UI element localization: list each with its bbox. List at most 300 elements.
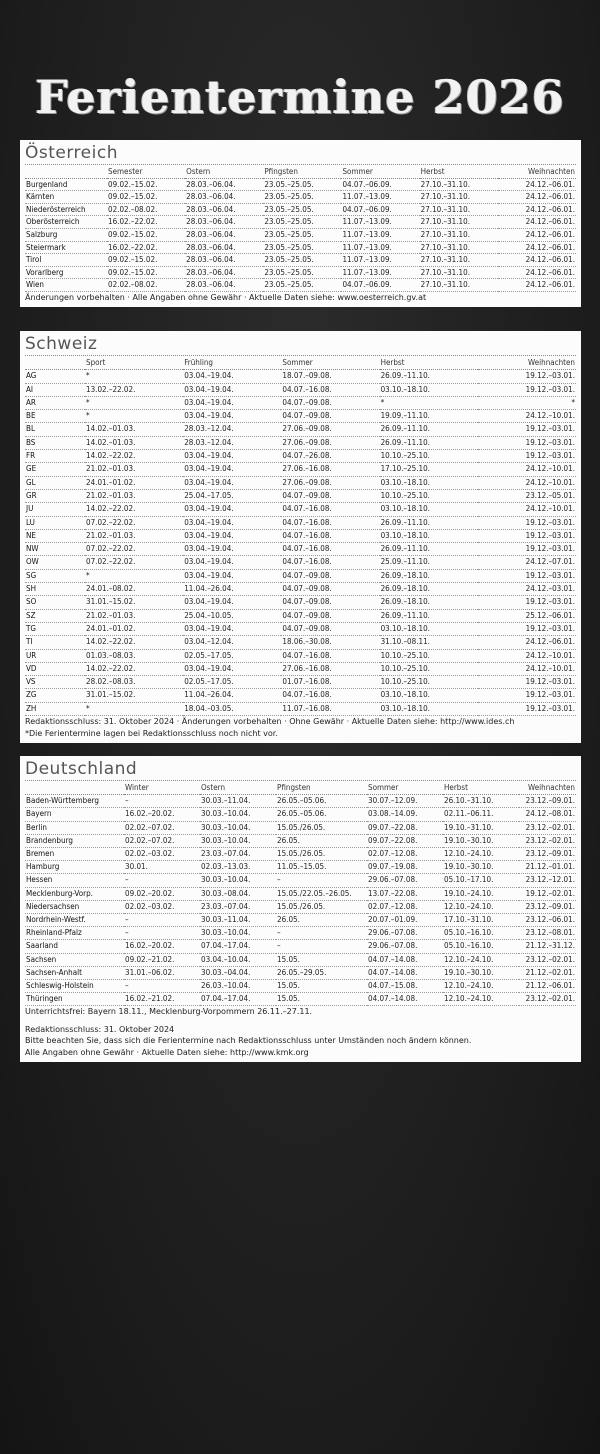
footnote: Bitte beachten Sie, dass sich die Ferientermine nach Redaktionsschluss unter Umständen noch ändern können.: [25, 1036, 472, 1046]
date-cell: 09.02.–15.02.: [107, 266, 185, 279]
date-cell: 30.03.–10.04.: [200, 874, 276, 887]
table-row: [25, 953, 576, 966]
date-cell: 29.06.–07.08.: [367, 940, 443, 953]
region-cell: SG: [25, 569, 85, 582]
date-cell: 26.09.–11.10.: [380, 370, 478, 383]
date-cell: 19.12.–03.01.: [478, 516, 576, 529]
table-row: [25, 980, 576, 993]
date-cell: 25.04.–17.05.: [183, 489, 281, 502]
date-cell: 23.05.–25.05.: [263, 241, 341, 254]
table-row: [25, 529, 576, 542]
date-cell: 19.10.–30.10.: [443, 834, 519, 847]
date-cell: –: [124, 874, 200, 887]
table-row: [25, 622, 576, 635]
date-cell: 13.02.–22.02.: [85, 383, 183, 396]
date-cell: 23.05.–25.05.: [263, 228, 341, 241]
date-cell: 10.10.–25.10.: [380, 450, 478, 463]
at-column-header: [25, 166, 107, 178]
date-cell: 03.04.–19.04.: [183, 556, 281, 569]
date-cell: 21.12.–02.01.: [519, 966, 576, 979]
at-column-header: Sommer: [341, 166, 419, 178]
germany-table: [25, 782, 576, 1006]
date-cell: 24.12.–10.01.: [478, 463, 576, 476]
date-cell: –: [124, 795, 200, 808]
date-cell: 10.10.–25.10.: [380, 662, 478, 675]
date-cell: 15.05./26.05.: [276, 900, 367, 913]
date-cell: 09.02.–20.02.: [124, 887, 200, 900]
date-cell: 09.02.–15.02.: [107, 254, 185, 267]
switzerland-table: [25, 357, 576, 716]
date-cell: 15.05./26.05.: [276, 848, 367, 861]
date-cell: 26.09.–11.10.: [380, 436, 478, 449]
date-cell: 15.05.: [276, 993, 367, 1006]
date-cell: 25.09.–11.10.: [380, 556, 478, 569]
date-cell: 30.03.–04.04.: [200, 966, 276, 979]
date-cell: 01.03.–08.03.: [85, 649, 183, 662]
date-cell: 23.05.–25.05.: [263, 216, 341, 229]
ch-column-header: Frühling: [183, 357, 281, 370]
region-cell: TG: [25, 622, 85, 635]
date-cell: 04.07.–06.09.: [341, 279, 419, 292]
table-row: [25, 636, 576, 649]
region-cell: Tirol: [25, 254, 107, 267]
date-cell: 30.03.–11.04.: [200, 914, 276, 927]
date-cell: 24.12.–03.01.: [478, 583, 576, 596]
date-cell: 24.12.–10.01.: [478, 649, 576, 662]
table-row: [25, 583, 576, 596]
table-row: [25, 543, 576, 556]
table-row: [25, 266, 576, 279]
date-cell: 01.07.–16.08.: [281, 676, 379, 689]
date-cell: 14.02.–22.02.: [85, 636, 183, 649]
date-cell: 09.07.–22.08.: [367, 834, 443, 847]
region-cell: Baden-Württemberg: [25, 795, 124, 808]
date-cell: 19.12.–02.01.: [519, 887, 576, 900]
table-row: [25, 993, 576, 1006]
date-cell: 30.03.–08.04.: [200, 887, 276, 900]
date-cell: 04.07.–09.08.: [281, 410, 379, 423]
at-column-header: Pfingsten: [263, 166, 341, 178]
date-cell: 30.03.–10.04.: [200, 821, 276, 834]
region-cell: OW: [25, 556, 85, 569]
de-column-header: Winter: [124, 782, 200, 795]
date-cell: 28.02.–08.03.: [85, 676, 183, 689]
date-cell: 24.01.–08.02.: [85, 583, 183, 596]
date-cell: 19.12.–03.01.: [478, 543, 576, 556]
date-cell: 09.02.–15.02.: [107, 178, 185, 191]
date-cell: 27.06.–09.08.: [281, 436, 379, 449]
table-row: [25, 702, 576, 715]
date-cell: 23.12.–09.01.: [519, 900, 576, 913]
date-cell: 04.07.–14.08.: [367, 953, 443, 966]
table-row: [25, 966, 576, 979]
date-cell: 09.02.–21.02.: [124, 953, 200, 966]
date-cell: 03.10.–18.10.: [380, 529, 478, 542]
region-cell: GE: [25, 463, 85, 476]
ch-column-header: Sport: [85, 357, 183, 370]
date-cell: 04.07.–16.08.: [281, 649, 379, 662]
date-cell: 26.09.–11.10.: [380, 423, 478, 436]
date-cell: 11.07.–13.09.: [341, 254, 419, 267]
date-cell: 12.10.–24.10.: [443, 980, 519, 993]
date-cell: 30.03.–10.04.: [200, 808, 276, 821]
date-cell: 19.10.–30.10.: [443, 966, 519, 979]
region-cell: BS: [25, 436, 85, 449]
date-cell: 23.12.–06.01.: [519, 914, 576, 927]
date-cell: 14.02.–01.03.: [85, 423, 183, 436]
date-cell: 07.02.–22.02.: [85, 556, 183, 569]
date-cell: 23.12.–05.01.: [478, 489, 576, 502]
region-cell: GL: [25, 476, 85, 489]
date-cell: 30.07.–12.09.: [367, 795, 443, 808]
date-cell: 14.02.–22.02.: [85, 662, 183, 675]
date-cell: 04.07.–09.08.: [281, 596, 379, 609]
date-cell: 29.06.–07.08.: [367, 874, 443, 887]
region-cell: JU: [25, 503, 85, 516]
date-cell: 19.12.–03.01.: [478, 450, 576, 463]
date-cell: 18.07.–09.08.: [281, 370, 379, 383]
date-cell: 27.10.–31.10.: [420, 216, 498, 229]
table-row: [25, 649, 576, 662]
date-cell: 21.02.–01.03.: [85, 609, 183, 622]
date-cell: *: [85, 370, 183, 383]
date-cell: 03.04.–19.04.: [183, 383, 281, 396]
date-cell: 16.02.–22.02.: [107, 241, 185, 254]
table-row: [25, 216, 576, 229]
date-cell: 04.07.–16.08.: [281, 529, 379, 542]
date-cell: 15.05.: [276, 953, 367, 966]
region-cell: AR: [25, 396, 85, 409]
ch-column-header: Weihnachten: [478, 357, 576, 370]
footnote: Unterrichtsfrei: Bayern 18.11., Mecklenburg-Vorpommern 26.11.–27.11.: [25, 1007, 313, 1017]
date-cell: 21.12.–06.01.: [519, 980, 576, 993]
region-cell: AG: [25, 370, 85, 383]
date-cell: 21.02.–01.03.: [85, 529, 183, 542]
date-cell: 24.12.–06.01.: [498, 241, 576, 254]
date-cell: 17.10.–31.10.: [443, 914, 519, 927]
date-cell: 11.04.–26.04.: [183, 583, 281, 596]
region-cell: Niedersachsen: [25, 900, 124, 913]
table-row: [25, 178, 576, 191]
date-cell: 24.12.–10.01.: [478, 503, 576, 516]
region-cell: Burgenland: [25, 178, 107, 191]
at-column-header: Weihnachten: [498, 166, 576, 178]
date-cell: 04.07.–16.08.: [281, 556, 379, 569]
region-cell: GR: [25, 489, 85, 502]
date-cell: 23.03.–07.04.: [200, 848, 276, 861]
date-cell: 24.12.–10.01.: [478, 476, 576, 489]
date-cell: 24.12.–06.01.: [498, 178, 576, 191]
table-row: [25, 241, 576, 254]
date-cell: 19.10.–24.10.: [443, 887, 519, 900]
region-cell: BL: [25, 423, 85, 436]
date-cell: 27.06.–09.08.: [281, 423, 379, 436]
date-cell: 19.12.–03.01.: [478, 596, 576, 609]
date-cell: 17.10.–25.10.: [380, 463, 478, 476]
date-cell: 12.10.–24.10.: [443, 848, 519, 861]
date-cell: 19.12.–03.01.: [478, 569, 576, 582]
date-cell: 14.02.–22.02.: [85, 450, 183, 463]
date-cell: 19.12.–03.01.: [478, 676, 576, 689]
date-cell: 26.09.–11.10.: [380, 516, 478, 529]
austria-panel: [20, 140, 581, 307]
date-cell: 30.03.–11.04.: [200, 795, 276, 808]
date-cell: –: [124, 914, 200, 927]
date-cell: 14.02.–22.02.: [85, 503, 183, 516]
date-cell: 03.10.–18.10.: [380, 622, 478, 635]
date-cell: 03.04.–19.04.: [183, 529, 281, 542]
date-cell: 19.12.–03.01.: [478, 622, 576, 635]
date-cell: 09.02.–15.02.: [107, 191, 185, 204]
date-cell: 29.06.–07.08.: [367, 927, 443, 940]
date-cell: 04.07.–16.08.: [281, 516, 379, 529]
date-cell: 23.05.–25.05.: [263, 279, 341, 292]
date-cell: 04.07.–09.08.: [281, 569, 379, 582]
region-cell: Saarland: [25, 940, 124, 953]
date-cell: 02.11.–06.11.: [443, 808, 519, 821]
region-cell: SZ: [25, 609, 85, 622]
table-row: [25, 503, 576, 516]
region-cell: SH: [25, 583, 85, 596]
footnote: Änderungen vorbehalten · Alle Angaben ohne Gewähr · Aktuelle Daten siehe: www.oesterreich.gv.at: [25, 292, 427, 302]
date-cell: 03.04.–19.04.: [183, 463, 281, 476]
table-row: [25, 516, 576, 529]
date-cell: 19.12.–03.01.: [478, 689, 576, 702]
date-cell: 12.10.–24.10.: [443, 953, 519, 966]
table-row: [25, 914, 576, 927]
table-row: [25, 279, 576, 292]
region-cell: Wien: [25, 279, 107, 292]
table-row: [25, 662, 576, 675]
region-cell: Bayern: [25, 808, 124, 821]
date-cell: 16.02.–22.02.: [107, 216, 185, 229]
date-cell: 03.04.–19.04.: [183, 543, 281, 556]
date-cell: 04.07.–16.08.: [281, 383, 379, 396]
date-cell: 03.04.–19.04.: [183, 622, 281, 635]
page-title: Ferientermine 2026: [35, 70, 565, 124]
date-cell: *: [380, 396, 478, 409]
date-cell: 19.09.–11.10.: [380, 410, 478, 423]
date-cell: 03.10.–18.10.: [380, 503, 478, 516]
date-cell: 04.07.–14.08.: [367, 966, 443, 979]
date-cell: 09.07.–22.08.: [367, 821, 443, 834]
date-cell: 27.10.–31.10.: [420, 254, 498, 267]
de-column-header: Sommer: [367, 782, 443, 795]
at-column-header: Semester: [107, 166, 185, 178]
date-cell: 24.01.–01.02.: [85, 622, 183, 635]
date-cell: –: [276, 927, 367, 940]
ch-column-header: Sommer: [281, 357, 379, 370]
date-cell: 15.05./26.05.: [276, 821, 367, 834]
de-column-header: Pfingsten: [276, 782, 367, 795]
table-row: [25, 396, 576, 409]
table-row: [25, 861, 576, 874]
date-cell: 25.12.–06.01.: [478, 609, 576, 622]
date-cell: 26.05.–05.06.: [276, 795, 367, 808]
date-cell: 13.07.–22.08.: [367, 887, 443, 900]
region-cell: Sachsen: [25, 953, 124, 966]
region-cell: ZG: [25, 689, 85, 702]
date-cell: 11.05.–15.05.: [276, 861, 367, 874]
date-cell: 15.05.: [276, 980, 367, 993]
date-cell: 28.03.–12.04.: [183, 436, 281, 449]
table-row: [25, 874, 576, 887]
date-cell: 24.12.–08.01.: [519, 808, 576, 821]
date-cell: 24.12.–06.01.: [498, 254, 576, 267]
date-cell: –: [124, 927, 200, 940]
table-row: [25, 476, 576, 489]
date-cell: 23.05.–25.05.: [263, 254, 341, 267]
date-cell: 16.02.–21.02.: [124, 993, 200, 1006]
date-cell: 11.07.–13.09.: [341, 191, 419, 204]
date-cell: 23.12.–12.01.: [519, 874, 576, 887]
date-cell: 26.09.–18.10.: [380, 569, 478, 582]
date-cell: 25.04.–10.05.: [183, 609, 281, 622]
date-cell: 15.05./22.05.–26.05.: [276, 887, 367, 900]
date-cell: 03.10.–18.10.: [380, 383, 478, 396]
date-cell: 07.04.–17.04.: [200, 940, 276, 953]
date-cell: 28.03.–06.04.: [185, 216, 263, 229]
date-cell: 23.05.–25.05.: [263, 191, 341, 204]
date-cell: 04.07.–06.09.: [341, 178, 419, 191]
region-cell: Oberösterreich: [25, 216, 107, 229]
table-row: [25, 383, 576, 396]
switzerland-panel: [20, 331, 581, 743]
date-cell: 03.04.–19.04.: [183, 516, 281, 529]
date-cell: 27.06.–09.08.: [281, 476, 379, 489]
table-row: [25, 940, 576, 953]
date-cell: 03.04.–10.04.: [200, 953, 276, 966]
date-cell: 27.10.–31.10.: [420, 279, 498, 292]
date-cell: 21.12.–01.01.: [519, 861, 576, 874]
date-cell: 04.07.–15.08.: [367, 980, 443, 993]
date-cell: 04.07.–09.08.: [281, 583, 379, 596]
date-cell: 24.12.–07.01.: [478, 556, 576, 569]
date-cell: *: [85, 410, 183, 423]
date-cell: 03.04.–12.04.: [183, 636, 281, 649]
ch-column-header: Herbst: [380, 357, 478, 370]
date-cell: 11.07.–13.09.: [341, 266, 419, 279]
date-cell: *: [85, 569, 183, 582]
date-cell: 02.07.–12.08.: [367, 900, 443, 913]
date-cell: 03.04.–19.04.: [183, 410, 281, 423]
date-cell: 28.03.–06.04.: [185, 279, 263, 292]
region-cell: Bremen: [25, 848, 124, 861]
region-cell: Nordrhein-Westf.: [25, 914, 124, 927]
table-row: [25, 795, 576, 808]
date-cell: 27.10.–31.10.: [420, 203, 498, 216]
table-row: [25, 848, 576, 861]
table-row: [25, 689, 576, 702]
date-cell: 23.12.–09.01.: [519, 848, 576, 861]
date-cell: 11.04.–26.04.: [183, 689, 281, 702]
date-cell: 02.05.–17.05.: [183, 676, 281, 689]
date-cell: 04.07.–26.08.: [281, 450, 379, 463]
date-cell: 02.03.–13.03.: [200, 861, 276, 874]
date-cell: 03.10.–18.10.: [380, 689, 478, 702]
date-cell: 02.02.–03.02.: [124, 900, 200, 913]
date-cell: 18.04.–03.05.: [183, 702, 281, 715]
table-row: [25, 410, 576, 423]
region-cell: Hamburg: [25, 861, 124, 874]
date-cell: 21.02.–01.03.: [85, 463, 183, 476]
region-cell: NW: [25, 543, 85, 556]
footnote: Redaktionsschluss: 31. Oktober 2024 · Änderungen vorbehalten · Ohne Gewähr · Aktuelle Daten siehe: http://www.ides.ch: [25, 717, 515, 727]
table-row: [25, 463, 576, 476]
date-cell: 19.12.–03.01.: [478, 436, 576, 449]
region-cell: Thüringen: [25, 993, 124, 1006]
date-cell: 04.07.–09.08.: [281, 396, 379, 409]
date-cell: 12.10.–24.10.: [443, 900, 519, 913]
region-cell: Steiermark: [25, 241, 107, 254]
date-cell: 11.07.–13.09.: [341, 228, 419, 241]
region-cell: LU: [25, 516, 85, 529]
region-cell: Salzburg: [25, 228, 107, 241]
region-cell: Niederösterreich: [25, 203, 107, 216]
date-cell: 23.12.–02.01.: [519, 993, 576, 1006]
date-cell: 26.09.–11.10.: [380, 543, 478, 556]
date-cell: 31.01.–15.02.: [85, 596, 183, 609]
date-cell: 23.05.–25.05.: [263, 178, 341, 191]
date-cell: 03.04.–19.04.: [183, 596, 281, 609]
date-cell: 28.03.–12.04.: [183, 423, 281, 436]
date-cell: 18.06.–30.08.: [281, 636, 379, 649]
date-cell: 07.02.–22.02.: [85, 543, 183, 556]
spacer: [25, 1018, 576, 1024]
table-row: [25, 450, 576, 463]
date-cell: 24.12.–06.01.: [498, 216, 576, 229]
region-cell: UR: [25, 649, 85, 662]
date-cell: 30.03.–10.04.: [200, 927, 276, 940]
date-cell: 05.10.–17.10.: [443, 874, 519, 887]
date-cell: 19.12.–03.01.: [478, 529, 576, 542]
date-cell: 23.12.–02.01.: [519, 821, 576, 834]
date-cell: 28.03.–06.04.: [185, 241, 263, 254]
region-cell: AI: [25, 383, 85, 396]
date-cell: 03.04.–19.04.: [183, 503, 281, 516]
date-cell: 28.03.–06.04.: [185, 254, 263, 267]
region-cell: BE: [25, 410, 85, 423]
date-cell: 24.12.–10.01.: [478, 410, 576, 423]
date-cell: 03.04.–19.04.: [183, 569, 281, 582]
region-cell: SO: [25, 596, 85, 609]
ch-column-header: [25, 357, 85, 370]
table-row: [25, 489, 576, 502]
austria-heading: Österreich: [25, 143, 576, 165]
date-cell: 19.12.–03.01.: [478, 423, 576, 436]
region-cell: VS: [25, 676, 85, 689]
date-cell: 24.12.–06.01.: [498, 279, 576, 292]
date-cell: 02.02.–03.02.: [124, 848, 200, 861]
region-cell: Kärnten: [25, 191, 107, 204]
date-cell: 10.10.–25.10.: [380, 676, 478, 689]
date-cell: 03.04.–19.04.: [183, 450, 281, 463]
date-cell: 26.09.–18.10.: [380, 583, 478, 596]
date-cell: 03.04.–19.04.: [183, 662, 281, 675]
date-cell: 26.05.–29.05.: [276, 966, 367, 979]
date-cell: 02.02.–07.02.: [124, 821, 200, 834]
date-cell: 03.08.–14.09.: [367, 808, 443, 821]
date-cell: –: [124, 980, 200, 993]
date-cell: 31.01.–06.02.: [124, 966, 200, 979]
date-cell: 11.07.–16.08.: [281, 702, 379, 715]
region-cell: Sachsen-Anhalt: [25, 966, 124, 979]
footnote: Redaktionsschluss: 31. Oktober 2024: [25, 1024, 175, 1034]
switzerland-heading: Schweiz: [25, 334, 576, 356]
date-cell: 27.06.–16.08.: [281, 463, 379, 476]
date-cell: 23.05.–25.05.: [263, 266, 341, 279]
date-cell: 31.10.–08.11.: [380, 636, 478, 649]
